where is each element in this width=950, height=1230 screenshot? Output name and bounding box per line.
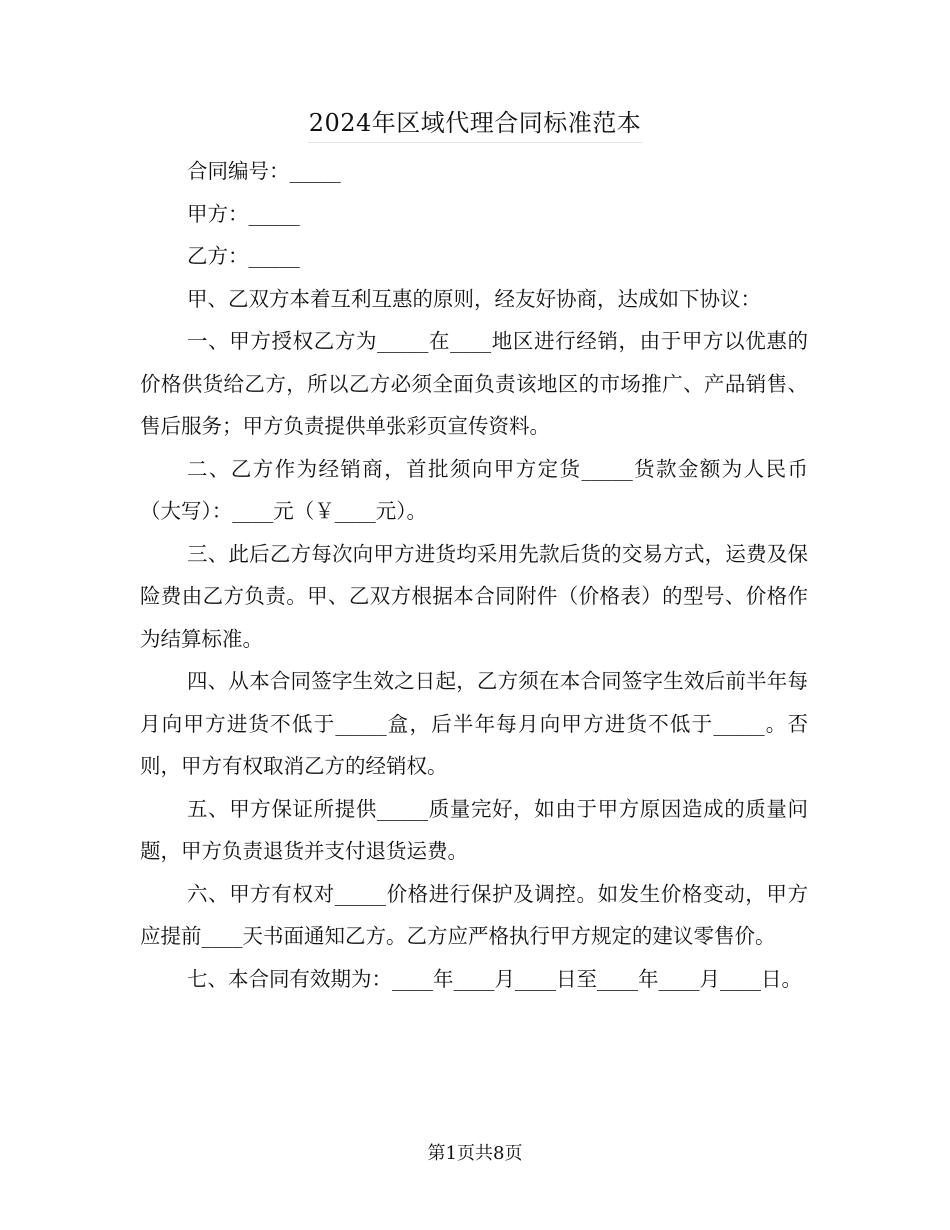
preamble-paragraph: 甲、乙双方本着互利互惠的原则，经友好协商，达成如下协议： <box>187 286 761 311</box>
contract-number-line: 合同编号：_____ <box>187 159 341 183</box>
page-footer: 第1页共8页 <box>427 1143 523 1164</box>
clause-5: 五、甲方保证所提供_____质量完好，如由于甲方原因造成的质量问题，甲方负责退货并支付退货运费。 <box>140 796 808 863</box>
clause-6: 六、甲方有权对_____价格进行保护及调控。如发生价格变动，甲方应提前____天书面通知乙方。乙方应严格执行甲方规定的建议零售价。 <box>140 881 808 948</box>
party-b-line: 乙方：_____ <box>187 244 300 268</box>
clause-4: 四、从本合同签字生效之日起，乙方须在本合同签字生效后前半年每月向甲方进货不低于_____盒，后半年每月向甲方进货不低于_____。否则，甲方有权取消乙方的经销权。 <box>140 669 808 778</box>
clause-7: 七、本合同有效期为：____年____月____日至____年____月____日。 <box>187 966 802 991</box>
document-body <box>140 150 808 1000</box>
document-title: 2024年区域代理合同标准范本 <box>308 109 642 137</box>
clause-1: 一、甲方授权乙方为_____在____地区进行经销，由于甲方以优惠的价格供货给乙方，所以乙方必须全面负责该地区的市场推广、产品销售、售后服务；甲方负责提供单张彩页宣传资料。 <box>140 329 808 438</box>
clause-2: 二、乙方作为经销商，首批须向甲方定货_____货款金额为人民币（大写）：____元（￥____元）。 <box>140 456 808 523</box>
party-a-line: 甲方：_____ <box>187 201 300 226</box>
title-underline <box>308 142 642 143</box>
clause-3: 三、此后乙方每次向甲方进货均采用先款后货的交易方式，运费及保险费由乙方负责。甲、乙双方根据本合同附件（价格表）的型号、价格作为结算标准。 <box>140 541 808 651</box>
